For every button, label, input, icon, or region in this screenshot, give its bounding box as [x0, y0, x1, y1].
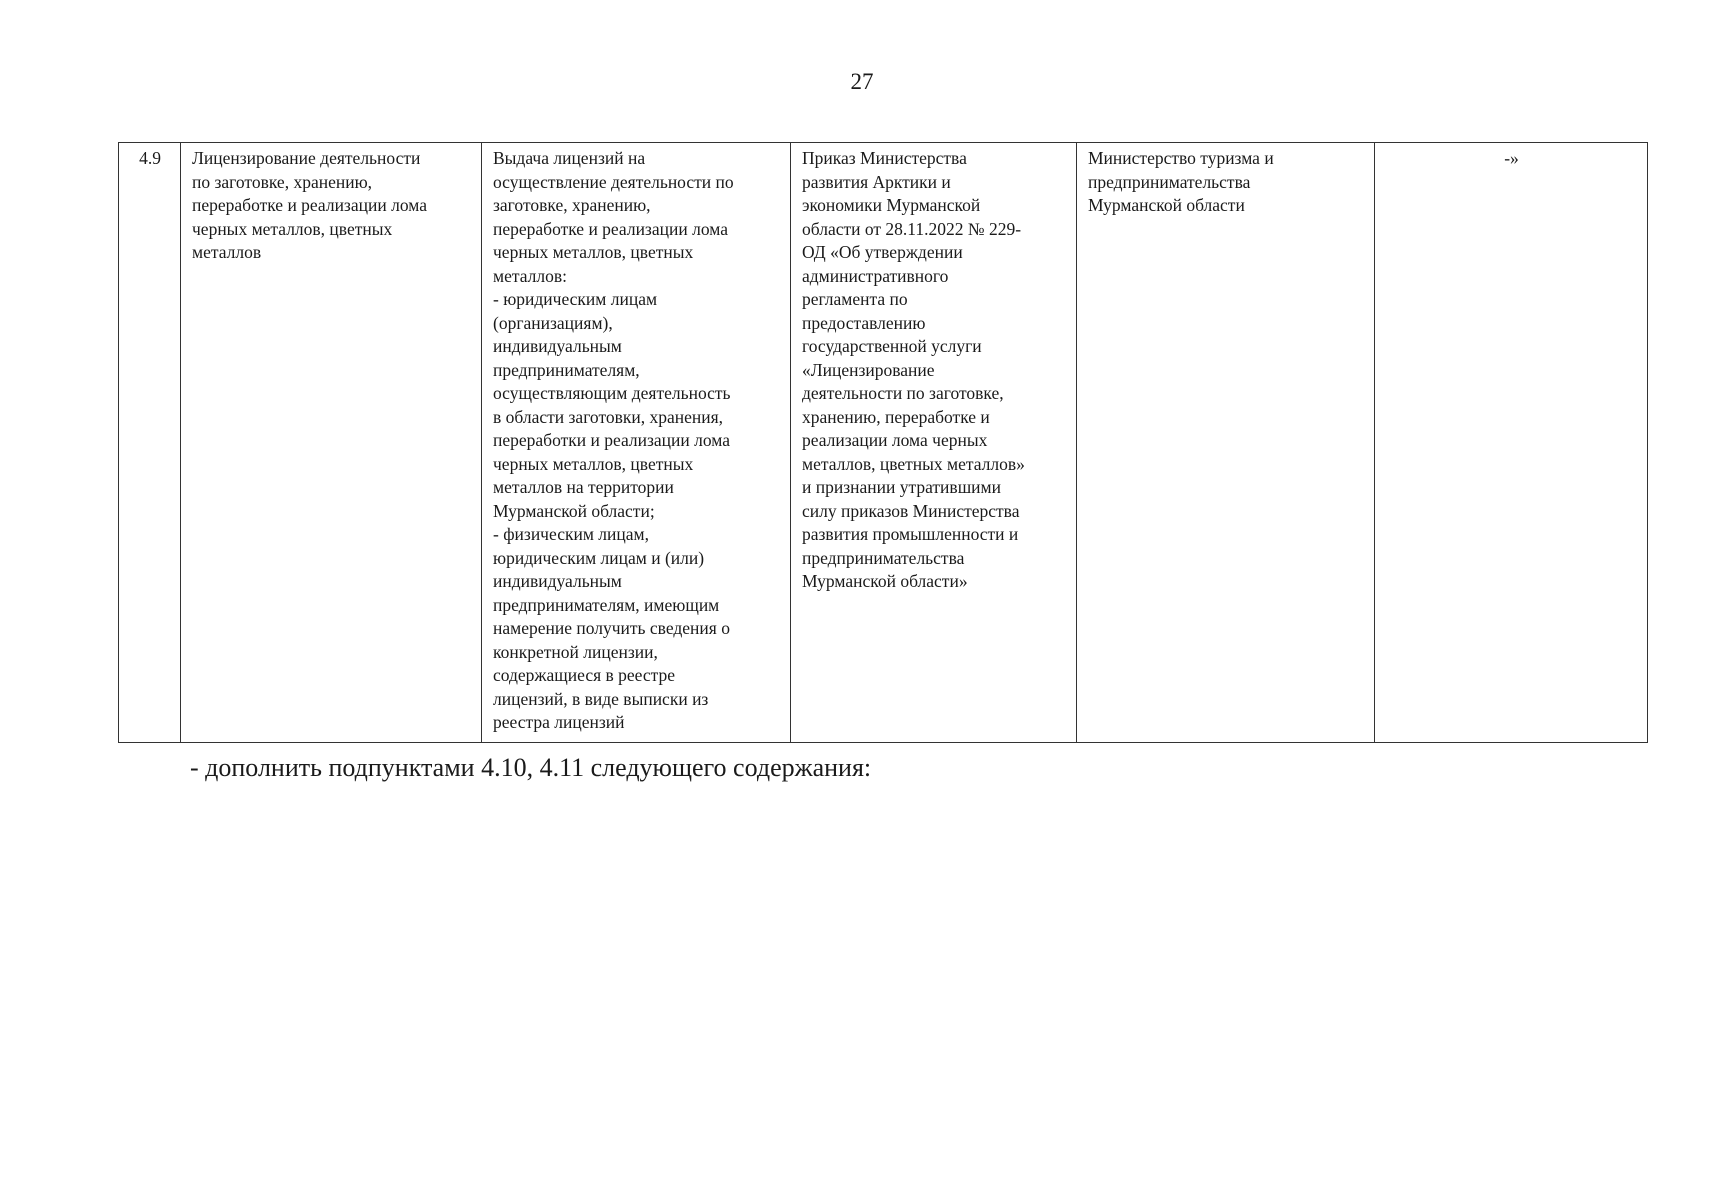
row-number-cell: 4.9 — [119, 143, 181, 743]
page-number: 27 — [850, 69, 874, 94]
authority-cell: Министерство туризма и предпринимательства Мурманской области — [1077, 143, 1375, 743]
services-table — [118, 142, 1648, 743]
activity-name-cell: Лицензирование деятельности по заготовке, хранению, переработке и реализации лома черных металлов, цветных металлов — [181, 143, 482, 743]
service-description-cell: Выдача лицензий на осуществление деятельности по заготовке, хранению, переработке и реализации лома черных металлов, цветных металлов: - юридическим лицам (организациям), индивидуальным предпринимателям, осуществляющим деятельность в области заготовки, хранения, переработки и реализации лома черных металлов, цветных металлов на территории Мурманской области; - физическим лицам, юридическим лицам и (или) индивидуальным предпринимателям, имеющим намерение получить сведения о конкретной лицензии, содержащиеся в реестре лицензий, в виде выписки из реестра лицензий — [482, 143, 791, 743]
amendment-instruction: - дополнить подпунктами 4.10, 4.11 следующего содержания: — [190, 753, 872, 782]
closing-quote-cell: -» — [1375, 143, 1648, 743]
legal-act-cell: Приказ Министерства развития Арктики и экономики Мурманской области от 28.11.2022 № 229- ОД «Об утверждении административного регламента по предоставлению государственной услуги «Лицензирование деятельности по заготовке, хранению, переработке и реализации лома черных металлов, цветных металлов» и признании утратившими силу приказов Министерства развития промышленности и предпринимательства Мурманской области» — [791, 143, 1077, 743]
table-row — [119, 143, 1648, 743]
